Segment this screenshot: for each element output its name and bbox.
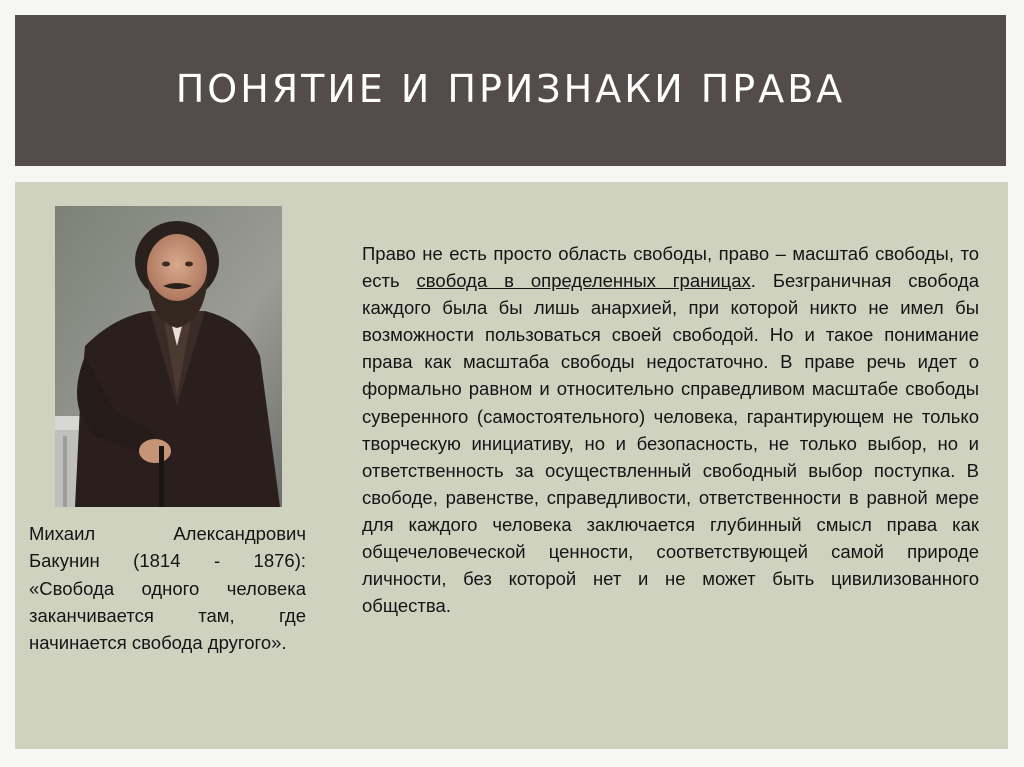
slide-title: ПОНЯТИЕ И ПРИЗНАКИ ПРАВА (175, 66, 846, 111)
title-bar (15, 15, 1006, 166)
content-panel (15, 182, 1008, 749)
body-text-part1: Право не есть просто область свободы, право – масштаб свободы, то есть (362, 243, 979, 292)
bakunin-portrait-icon (55, 206, 282, 507)
portrait-image (55, 206, 282, 507)
body-paragraph (362, 240, 979, 619)
body-text-part2: . Безграничная свобода каждого была бы лишь анархией, при которой никто не имел бы возможности пользоваться своей свободой. Но и такое понимание права как масштаба свободы недостаточно. В праве речь идет о формально равном и относительно справедливом масштабе свободы суверенного (самостоятельного) человека, гарантирующем не только творческую инициативу, но и безопасность, не только выбор, но и ответственность за осуществленный свободный выбор поступка. В свободе, равенстве, справедливости, ответственности в равной мере для каждого человека заключается глубинный смысл права как общечеловеческой ценности, соответствующей самой природе личности, без которой нет и не может быть цивилизованного общества. (362, 270, 979, 617)
portrait-caption: Михаил Александрович Бакунин (1814 - 1876): «Свобода одного человека заканчивается там, где начинается свобода другого». (29, 523, 306, 654)
body-text-underlined: свобода в определенных границах (416, 270, 751, 292)
